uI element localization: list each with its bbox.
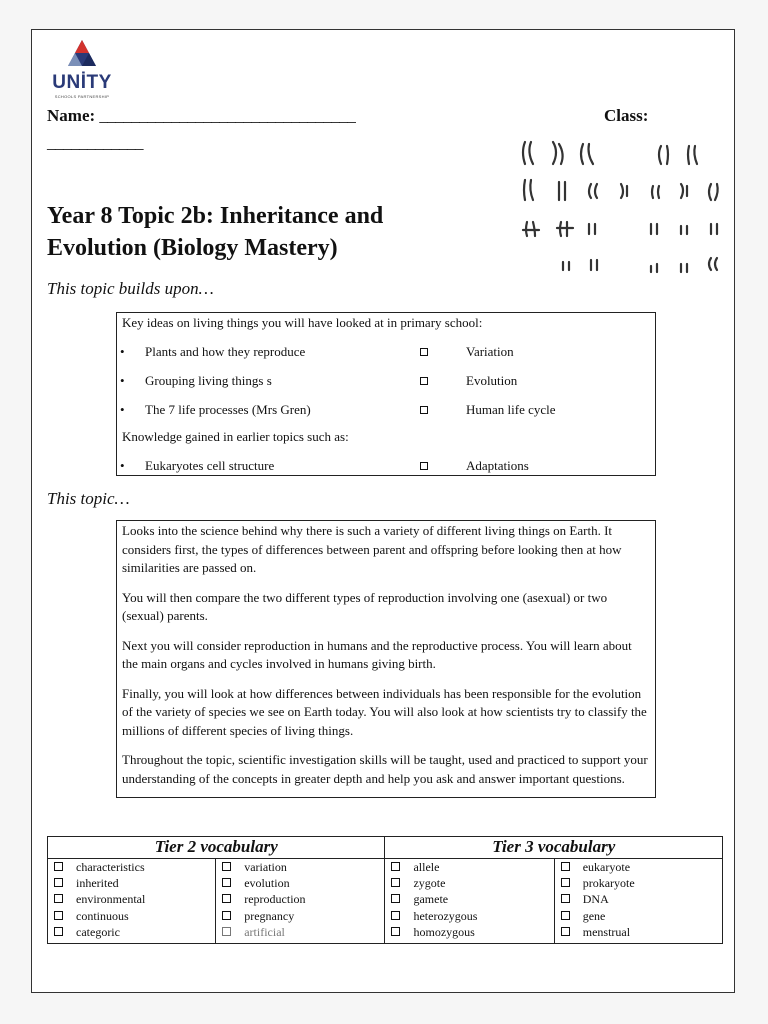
checkbox-icon	[54, 894, 63, 903]
logo-wordmark: UNİTY	[52, 72, 112, 93]
logo-subtitle: SCHOOLS PARTNERSHIP	[54, 94, 110, 99]
topic-paragraph: Throughout the topic, scientific investigation skills will be taught, used and practiced to support your understanding of the concepts in greater depth and help you ask and answer important questions.	[122, 752, 648, 786]
vocab-item[interactable]: gamete	[385, 891, 553, 907]
builds-upon-box: Key ideas on living things you will have looked at in primary school: • Plants and how they reproduce Variation • Grouping living things s Evolution • The 7 life processes (Mrs Gren) Human life cycle Knowledge gained in earlier topics such as: • Eukaryotes cell structure Adaptations	[116, 312, 656, 476]
checkbox-icon	[54, 878, 63, 887]
vocab-item[interactable]: allele	[385, 859, 553, 875]
builds-upon-intro: Key ideas on living things you will have looked at in primary school:	[122, 315, 483, 330]
tier2-column-2	[216, 859, 385, 944]
name-field[interactable]	[47, 106, 355, 126]
checkbox-icon	[561, 894, 570, 903]
square-bullet-icon	[420, 406, 428, 414]
this-topic-label: This topic…	[47, 489, 130, 508]
checkbox-icon	[561, 862, 570, 871]
unity-logo	[47, 36, 117, 100]
vocab-item[interactable]: prokaryote	[555, 875, 722, 891]
logo-triangle-icon	[66, 38, 98, 70]
vocab-item[interactable]: zygote	[385, 875, 553, 891]
checkbox-icon	[391, 862, 400, 871]
checkbox-icon	[561, 927, 570, 936]
tier2-column-1	[48, 859, 216, 944]
worksheet-page	[31, 29, 735, 993]
earlier-topics-intro: Knowledge gained in earlier topics such as:	[122, 429, 349, 444]
vocab-item[interactable]: variation	[216, 859, 384, 875]
topic-paragraph: Next you will consider reproduction in humans and the reproductive process. You will learn about the main organs and cycles involved in humans giving birth.	[122, 637, 632, 671]
checkbox-icon	[54, 927, 63, 936]
tier3-column-2	[554, 859, 722, 944]
builds-upon-label: This topic builds upon…	[47, 279, 214, 298]
this-topic-box	[116, 520, 656, 798]
checkbox-icon	[222, 878, 231, 887]
vocab-item[interactable]: categoric	[48, 924, 215, 940]
vocab-item[interactable]: artificial	[216, 924, 384, 940]
checkbox-icon	[391, 911, 400, 920]
checkbox-icon	[54, 862, 63, 871]
square-bullet-icon	[420, 377, 428, 385]
checkbox-icon	[222, 911, 231, 920]
name-label: Name:	[47, 106, 96, 125]
checkbox-icon	[222, 862, 231, 871]
title-line-1: Year 8 Topic 2b: Inheritance and	[47, 203, 384, 229]
topic-paragraph: Finally, you will look at how differences between individuals has been responsible for the evolution of the variety of species we see on Earth today. You will also look at how scientists try to classify the millions of different species of living things.	[122, 685, 647, 738]
class-blank[interactable]: ____________	[47, 133, 143, 152]
checkbox-icon	[54, 911, 63, 920]
vocab-item[interactable]: gene	[555, 908, 722, 924]
tier2-heading: Tier 2 vocabulary	[48, 837, 385, 859]
checkbox-icon	[391, 927, 400, 936]
checkbox-icon	[222, 894, 231, 903]
vocab-item[interactable]: DNA	[555, 891, 722, 907]
checkbox-icon	[222, 927, 231, 936]
vocab-item[interactable]: characteristics	[48, 859, 215, 875]
checkbox-icon	[391, 894, 400, 903]
karyotype-image	[517, 138, 723, 290]
class-label: Class:	[604, 106, 649, 125]
title-line-2: Evolution (Biology Mastery)	[47, 235, 338, 261]
vocab-item[interactable]: menstrual	[555, 924, 722, 940]
square-bullet-icon	[420, 348, 428, 356]
vocab-item[interactable]: reproduction	[216, 891, 384, 907]
vocab-item[interactable]: inherited	[48, 875, 215, 891]
checkbox-icon	[561, 878, 570, 887]
vocab-item[interactable]: eukaryote	[555, 859, 722, 875]
checkbox-icon	[391, 878, 400, 887]
tier3-heading: Tier 3 vocabulary	[385, 837, 723, 859]
vocabulary-table	[47, 836, 723, 944]
checkbox-icon	[561, 911, 570, 920]
vocab-item[interactable]: evolution	[216, 875, 384, 891]
vocab-item[interactable]: pregnancy	[216, 908, 384, 924]
vocab-item[interactable]: continuous	[48, 908, 215, 924]
topic-paragraph: You will then compare the two different types of reproduction involving one (asexual) or two (sexual) parents.	[122, 589, 608, 623]
vocab-item[interactable]: homozygous	[385, 924, 553, 940]
page-title	[47, 200, 477, 264]
name-blank[interactable]: ________________________________	[99, 106, 356, 125]
square-bullet-icon	[420, 462, 428, 470]
vocab-item[interactable]: heterozygous	[385, 908, 553, 924]
tier3-column-1	[385, 859, 554, 944]
topic-paragraph: Looks into the science behind why there is such a variety of different living things on Earth. It considers first, the types of differences between parent and offspring before looking then at how similarities are passed on.	[122, 523, 622, 575]
vocab-item[interactable]: environmental	[48, 891, 215, 907]
